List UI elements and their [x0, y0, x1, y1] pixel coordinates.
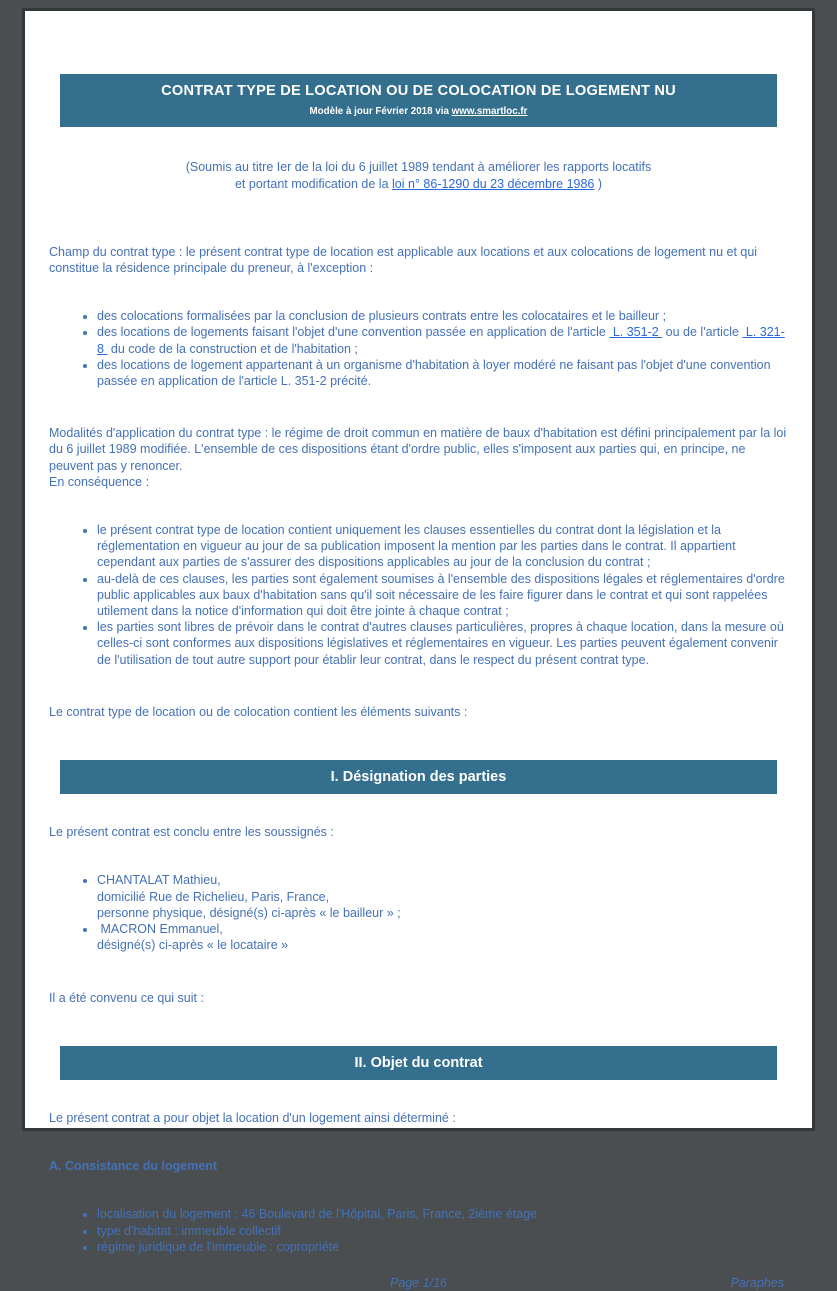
list-item-text: du code de la construction et de l'habitation ; [107, 341, 358, 356]
list-item: • des colocations formalisées par la conclusion de plusieurs contrats entre les colocataires et le bailleur ; [97, 308, 788, 324]
bailleur-name: CHANTALAT Mathieu, [97, 873, 221, 888]
locataire-item [97, 921, 788, 953]
list-item: • type d'habitat : immeuble collectif [97, 1223, 788, 1239]
viewer-background [0, 8, 837, 1290]
legal-note [49, 159, 788, 191]
champ-intro-paragraph: Champ du contrat type : le présent contrat type de location est applicable aux locations et aux colocations de logement nu et qui constitue la résidence principale du preneur, à l'exception : [49, 244, 758, 276]
locataire-designation: désigné(s) ci-après « le locataire » [97, 938, 289, 953]
list-item-text: ou de l'article [662, 325, 743, 340]
bailleur-designation: personne physique, désigné(s) ci-après « le bailleur » ; [97, 905, 401, 920]
list-item: • des locations de logement appartenant à un organisme d'habitation à loyer modéré ne faisant pas l'objet d'une convention passée en application de l'article L. 351-2 précité. [97, 357, 788, 389]
list-item-text: des locations de logements faisant l'objet d'une convention passée en application de l'article [97, 325, 610, 340]
consistance-subheading: A. Consistance du logement [49, 1159, 218, 1174]
legal-note-suffix: ) [594, 176, 603, 191]
list-item: • régime juridique de l'immeuble : copropriété [97, 1239, 788, 1255]
parties-list [49, 872, 788, 953]
document-title-banner [60, 74, 777, 127]
list-item: • le présent contrat type de location contient uniquement les clauses essentielles du contrat dont la législation et la réglementation en vigueur au jour de sa publication imposent la mention par les parties dans le contrat. Il appartient cependant aux parties de s'assurer des dispositions applicables au jour de la conclusion du contrat ; [97, 522, 788, 571]
list-item: • les parties sont libres de prévoir dans le contrat d'autres clauses particulières, propres à chaque location, dans la mesure où celles-ci sont conformes aux dispositions législatives et réglementaires en vigueur. Les parties peuvent également convenir de l'utilisation de tout autre support pour établir leur contrat, dans le respect du présent contrat type. [97, 619, 788, 668]
list-item: • au-delà de ces clauses, les parties sont également soumises à l'ensemble des dispositions légales et réglementaires d'ordre public applicables aux baux d'habitation sans qu'il soit nécessaire de les faire figurer dans le contrat et qui sont rappelées utilement dans la notice d'information qui doit être jointe à chaque contrat ; [97, 571, 788, 620]
document-title: CONTRAT TYPE DE LOCATION OU DE COLOCATION DE LOGEMENT NU [161, 83, 676, 99]
section-2-banner: II. Objet du contrat [60, 1046, 777, 1080]
article-L321-8-link[interactable]: L. 321-8 [97, 325, 785, 356]
legal-note-line1: (Soumis au titre Ier de la loi du 6 juillet 1989 tendant à améliorer les rapports locatifs [185, 160, 652, 175]
smartloc-link[interactable]: www.smartloc.fr [451, 106, 528, 118]
bailleur-address: domicilié Rue de Richelieu, Paris, France, [97, 889, 330, 904]
paraphes-label: Paraphes [730, 1275, 784, 1290]
elements-paragraph: Le contrat type de location ou de colocation contient les éléments suivants : [49, 704, 468, 719]
logement-details-list [49, 1206, 788, 1255]
section-2-intro: Le présent contrat a pour objet la location d'un logement ainsi déterminé : [49, 1110, 456, 1125]
legal-note-line2: et portant modification de la [234, 176, 393, 191]
document-page [22, 8, 815, 1290]
bailleur-item [97, 872, 788, 921]
locataire-name: MACRON Emmanuel, [97, 922, 223, 937]
convenu-paragraph: Il a été convenu ce qui suit : [49, 990, 204, 1005]
champ-exceptions-list [49, 308, 788, 389]
article-L351-2-link[interactable]: L. 351-2 [609, 325, 663, 340]
list-item: • localisation du logement : 46 Boulevard de l'Hôpital, Paris, France, 2ième étage [97, 1206, 788, 1222]
list-item [97, 324, 788, 356]
modalites-paragraph [49, 425, 788, 490]
consequence-list [49, 522, 788, 668]
subtitle-text: Modèle à jour Février 2018 via [309, 106, 452, 118]
modalites-text: Modalités d'application du contrat type : le régime de droit commun en matière de baux d'habitation est défini principalement par la loi du 6 juillet 1989 modifiée. L'ensemble de ces dispositions étant d'ordre public, elles s'imposent aux parties qui, en principe, ne peuvent pas y renoncer. [49, 426, 787, 473]
consequence-text: En conséquence : [49, 474, 150, 489]
section-1-intro: Le présent contrat est conclu entre les soussignés : [49, 825, 334, 840]
loi-86-1290-link[interactable]: loi n° 86-1290 du 23 décembre 1986 [392, 176, 595, 191]
page-number: Page 1/16 [390, 1275, 447, 1290]
section-1-banner: I. Désignation des parties [60, 760, 777, 794]
document-subtitle [70, 104, 767, 120]
